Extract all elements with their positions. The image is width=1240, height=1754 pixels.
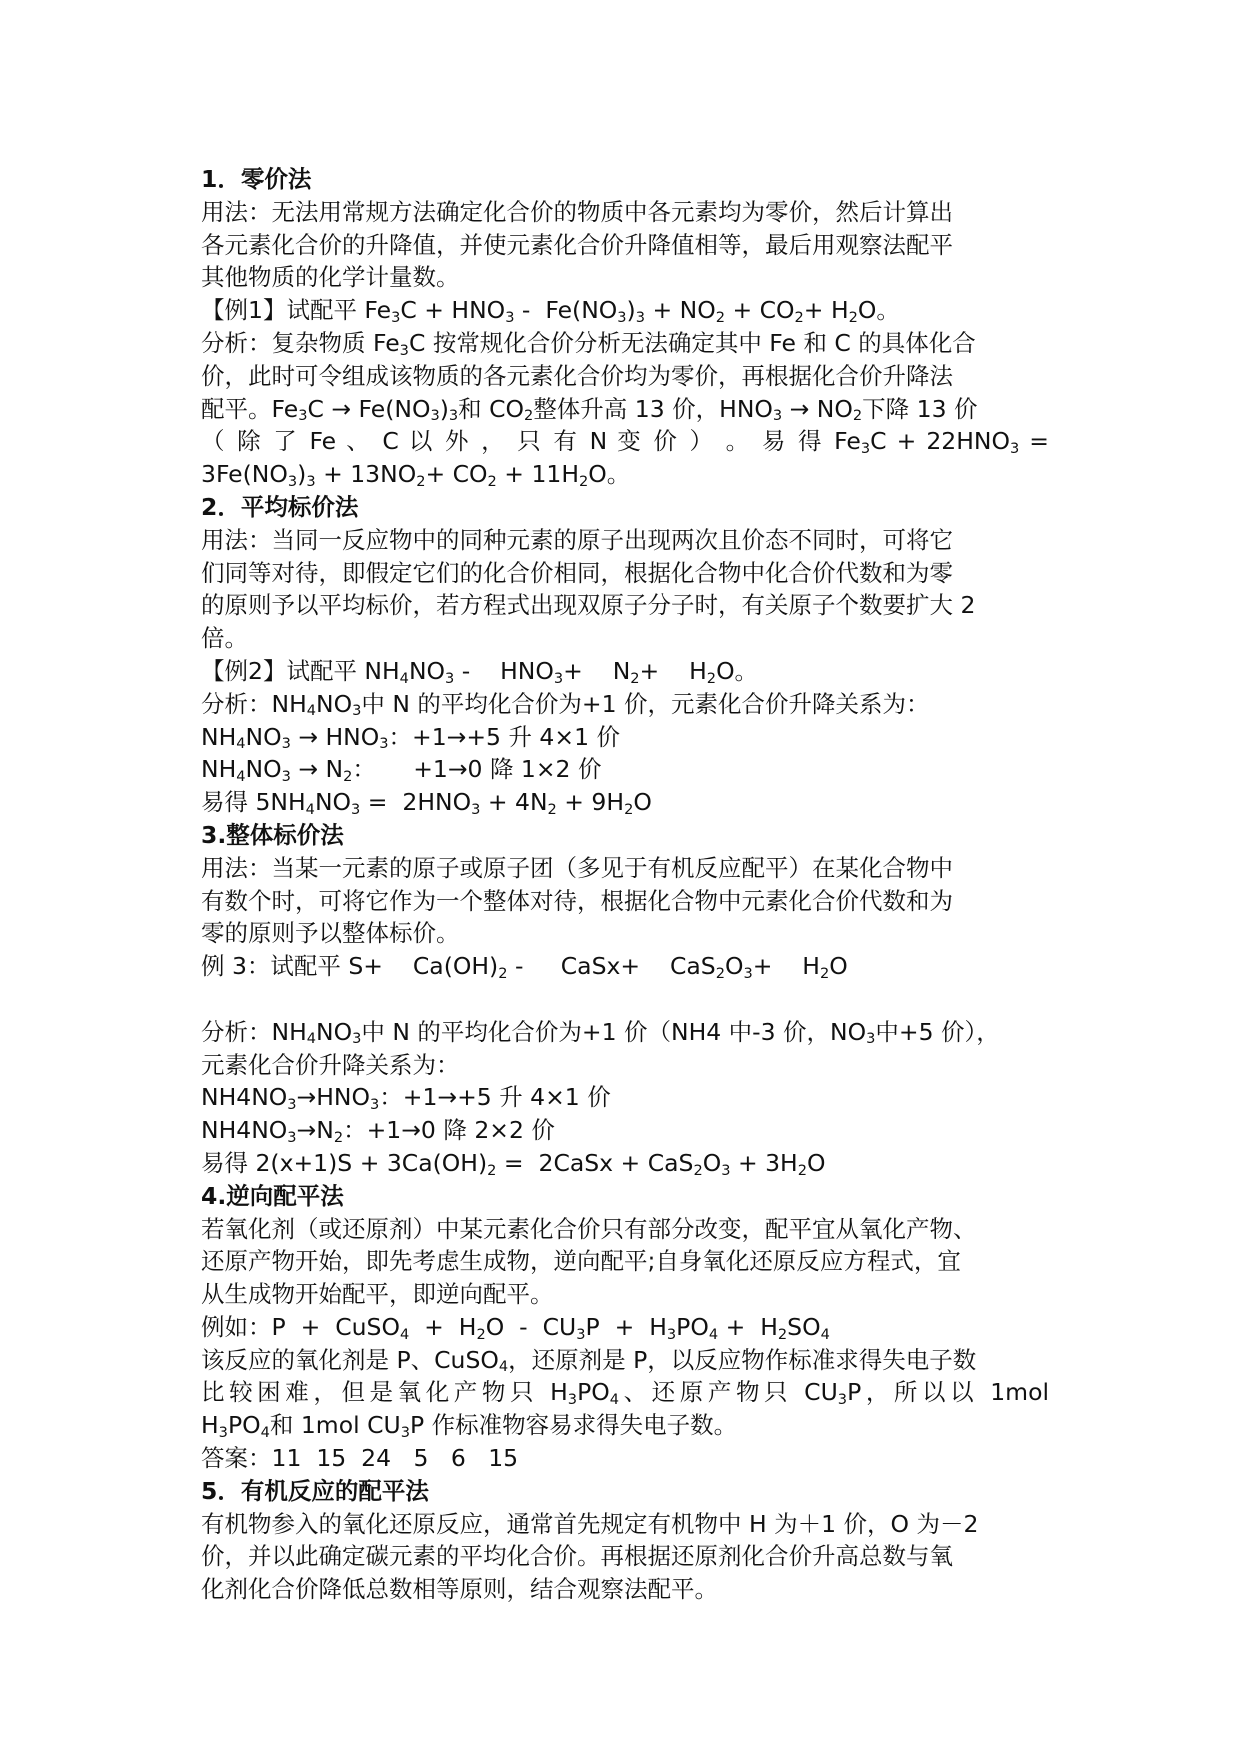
text-line: 有数个时，可将它作为一个整体对待，根据化合物中元素化合价代数和为 [201, 886, 953, 915]
text-line: 分析：复杂物质 $Fe_3C$ 按常规化合价分析无法确定其中 Fe 和 C 的具体化合 [201, 328, 976, 359]
text-line: 该反应的氧化剂是 P、CuSO$_4$，还原剂是 P，以反应物作标准求得失电子数 [201, 1345, 977, 1376]
text-line: 元素化合价升降关系为： [201, 1050, 460, 1079]
text-line: 例 3：试配平 S+ $Ca(OH)_2$ - CaSx+ $CaS_2O_3+$ $H_2O$ [201, 952, 848, 982]
text-line: $NH_4NO_3 \to N_2$： +1→0 降 1×2 价 [201, 755, 602, 785]
text-line: 若氧化剂（或还原剂）中某元素化合价只有部分改变，配平宜从氧化产物、 [201, 1214, 977, 1243]
text-line: 从生成物开始配平，即逆向配平。 [201, 1280, 554, 1309]
text-line: 分析：$NH_4NO_3$中 N 的平均化合价为+1 价（NH4 中-3 价，$NO_3$中+5 价）， [201, 1017, 1000, 1048]
text-line: 零的原则予以整体标价。 [201, 919, 460, 948]
text-line: 的原则予以平均标价，若方程式出现双原子分子时，有关原子个数要扩大 2 [201, 591, 976, 620]
text-line: 【例2】试配平 $NH_4NO_3$ - $HNO_3+$ $N_2+$ $H_2O$。 [201, 656, 759, 687]
section-heading: 1．零价法 [201, 165, 312, 193]
text-line: 用法：无法用常规方法确定化合价的物质中各元素均为零价，然后计算出 [201, 197, 953, 226]
document-body [201, 163, 1049, 1606]
text-line: 有机物参入的氧化还原反应，通常首先规定有机物中 H 为＋1 价，O 为－2 [201, 1509, 979, 1538]
text-line: $H_3PO_4$和 1mol $CU_3P$ 作标准物容易求得失电子数。 [201, 1411, 738, 1441]
text-line: 配平。$Fe_3C \to Fe(NO_3)_3$和 $CO_2$整体升高 13 价，$HNO_3 \to NO_2$下降 13 价 [201, 394, 978, 425]
text-line: $NH4NO_3\to HNO_3$：+1→+5 升 4×1 价 [201, 1083, 611, 1113]
text-line: 用法：当某一元素的原子或原子团（多见于有机反应配平）在某化合物中 [201, 853, 953, 882]
section-heading: 2．平均标价法 [201, 492, 359, 521]
text-line: 们同等对待，即假定它们的化合价相同，根据化合物中化合价代数和为零 [201, 558, 953, 587]
text-line: 分析：$NH_4NO_3$中 N 的平均化合价为+1 价，元素化合价升降关系为： [201, 689, 930, 720]
text-line: 易得 $5NH_4NO_3 = 2HNO_3 + 4N_2 + 9H_2O$ [201, 788, 652, 818]
text-line: $3Fe(NO_3)_3 + 13NO_2+ CO_2 + 11H_2O$。 [201, 460, 631, 490]
text-line: 倍。 [201, 624, 248, 653]
text-line: （ 除 了 Fe 、 C 以 外 ， 只 有 N 变 价 ） 。 易 得 $Fe_3C + 22HNO_3$ = [201, 427, 1049, 458]
text-line: $NH_4NO_3 \to HNO_3$：+1→+5 升 4×1 价 [201, 722, 620, 753]
text-line: 【例1】试配平 $Fe_3C + HNO_3 - Fe(NO_3)_3 + NO_2 + CO_2+ H_2O$。 [201, 296, 900, 326]
blank-line [201, 983, 1049, 1016]
text-line: 易得 $2(x+1)S + 3Ca(OH)_2$ = 2CaSx + $CaS_2O_3 + 3H_2O$ [201, 1148, 826, 1179]
text-line: 价，此时可令组成该物质的各元素化合价均为零价，再根据化合价升降法 [201, 361, 953, 390]
text-line: 例如：P + CuSO$_4$ + $H_2O - CU_3P + H_3PO_4 + H_2SO_4$ [201, 1312, 830, 1343]
text-line: 各元素化合价的升降值，并使元素化合价升降值相等，最后用观察法配平 [201, 230, 953, 259]
text-line: 其他物质的化学计量数。 [201, 263, 460, 292]
text-line: 用法：当同一反应物中的同种元素的原子出现两次且价态不同时，可将它 [201, 525, 953, 554]
section-heading: 3.整体标价法 [201, 820, 344, 849]
text-line: $NH4NO_3\to N_2$：+1→0 降 2×2 价 [201, 1116, 555, 1146]
text-line: 化剂化合价降低总数相等原则，结合观察法配平。 [201, 1575, 718, 1604]
section-heading: 5．有机反应的配平法 [201, 1476, 429, 1505]
section-heading: 4.逆向配平法 [201, 1181, 344, 1210]
text-line: 比较困难，但是氧化产物只 $H_3PO_4$、还原产物只 $CU_3P$，所以以 1mol [201, 1378, 1049, 1409]
text-line: 还原产物开始，即先考虑生成物，逆向配平;自身氧化还原反应方程式，宜 [201, 1247, 961, 1276]
text-line: 价，并以此确定碳元素的平均化合价。再根据还原剂化合价升高总数与氧 [201, 1542, 953, 1571]
text-line: 答案：11 15 24 5 6 15 [201, 1444, 519, 1473]
